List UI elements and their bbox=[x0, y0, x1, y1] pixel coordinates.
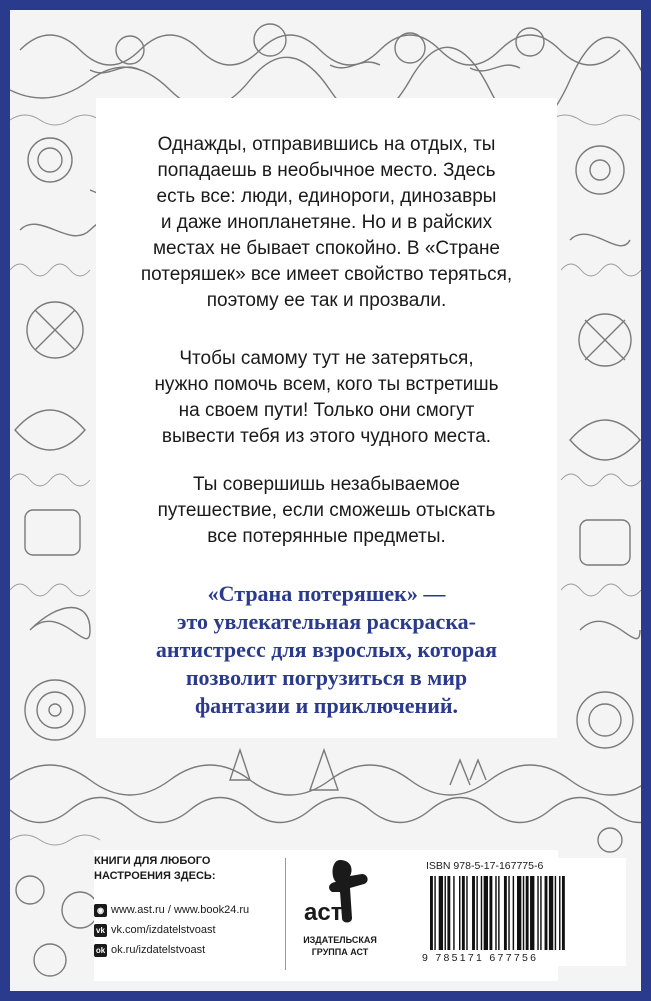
globe-icon: ◉ bbox=[94, 904, 107, 917]
barcode-bar bbox=[559, 876, 560, 950]
publisher-name-line: ГРУППА АСТ bbox=[311, 947, 369, 957]
link-text: www.ast.ru / www.book24.ru bbox=[111, 904, 250, 916]
description-paragraph-3 bbox=[96, 472, 557, 550]
divider bbox=[285, 858, 286, 970]
description-paragraph-2 bbox=[96, 346, 557, 450]
barcode-bar bbox=[447, 876, 450, 950]
ast-logo-text: aст bbox=[304, 899, 343, 926]
barcode-bar bbox=[537, 876, 538, 950]
promo-title-line: КНИГИ ДЛЯ ЛЮБОГО bbox=[94, 855, 211, 867]
paragraph-line: на своем пути! Только они смогут bbox=[178, 400, 475, 421]
link-websites[interactable] bbox=[94, 900, 249, 920]
paragraph-line: потеряшек» все имеет свойство теряться, bbox=[140, 264, 513, 285]
barcode-bar bbox=[434, 876, 435, 950]
barcode-bar bbox=[476, 876, 477, 950]
barcode-bar bbox=[453, 876, 454, 950]
paragraph-line: путешествие, если сможешь отыскать bbox=[157, 500, 496, 521]
promo-links bbox=[94, 900, 249, 960]
blurb-line: это увлекательная раскраска- bbox=[177, 609, 476, 634]
paragraph-line: Ты совершишь незабываемое bbox=[193, 474, 460, 495]
paragraph-line: и даже инопланетяне. Но и в райских bbox=[160, 212, 493, 233]
barcode-bar bbox=[472, 876, 475, 950]
barcode-bar bbox=[513, 876, 514, 950]
paragraph-line: местах не бывает спокойно. В «Стране bbox=[152, 238, 501, 259]
promo-title bbox=[94, 854, 215, 884]
barcode-bar bbox=[462, 876, 465, 950]
link-text: ok.ru/izdatelstvoast bbox=[111, 944, 206, 956]
description-panel bbox=[96, 98, 557, 738]
barcode-bar bbox=[545, 876, 548, 950]
ok-icon: ok bbox=[95, 945, 106, 955]
barcode-bar bbox=[445, 876, 446, 950]
barcode-bar bbox=[459, 876, 460, 950]
paragraph-line: Однажды, отправившись на отдых, ты bbox=[157, 134, 496, 155]
paragraph-line: нужно помочь всем, кого ты встретишь bbox=[154, 374, 499, 395]
barcode bbox=[422, 876, 622, 952]
barcode-bar bbox=[530, 876, 534, 950]
blurb-line: позволит погрузиться в мир bbox=[185, 665, 468, 690]
barcode-digits: 9 785171 677756 bbox=[422, 952, 539, 964]
promo-title-line: НАСТРОЕНИЯ ЗДЕСЬ: bbox=[94, 870, 216, 882]
paragraph-line: Чтобы самому тут не затеряться, bbox=[179, 348, 474, 369]
promo-blurb bbox=[96, 580, 557, 720]
isbn-block bbox=[418, 858, 626, 966]
barcode-bar bbox=[549, 876, 553, 950]
barcode-bar bbox=[562, 876, 565, 950]
barcode-bar bbox=[540, 876, 541, 950]
barcode-bar bbox=[466, 876, 467, 950]
barcode-bar bbox=[504, 876, 507, 950]
barcode-bar bbox=[495, 876, 496, 950]
barcode-bar bbox=[481, 876, 482, 950]
barcode-bar bbox=[517, 876, 521, 950]
blurb-line: «Страна потеряшек» — bbox=[207, 581, 446, 606]
paragraph-line: попадаешь в необычное место. Здесь bbox=[157, 160, 496, 181]
barcode-bar bbox=[498, 876, 499, 950]
paragraph-line: вывести тебя из этого чудного места. bbox=[161, 426, 492, 447]
blurb-line: антистресс для взрослых, которая bbox=[155, 637, 498, 662]
ast-logo bbox=[290, 854, 390, 932]
vk-icon: vk bbox=[94, 924, 107, 937]
link-text: vk.com/izdatelstvoast bbox=[111, 924, 216, 936]
barcode-bar bbox=[555, 876, 556, 950]
link-ok[interactable] bbox=[94, 940, 249, 960]
barcode-bar bbox=[439, 876, 443, 950]
barcode-bar bbox=[526, 876, 529, 950]
description-paragraph-1 bbox=[96, 132, 557, 314]
paragraph-line: есть все: люди, единороги, динозавры bbox=[156, 186, 497, 207]
publisher-logo-block bbox=[290, 854, 390, 974]
barcode-bar bbox=[489, 876, 492, 950]
publisher-name-line: ИЗДАТЕЛЬСКАЯ bbox=[303, 935, 377, 945]
publisher-name bbox=[290, 934, 390, 958]
paragraph-line: все потерянные предметы. bbox=[207, 526, 446, 547]
barcode-bar bbox=[430, 876, 433, 950]
paragraph-line: поэтому ее так и прозвали. bbox=[206, 290, 447, 311]
barcode-bar bbox=[508, 876, 509, 950]
barcode-bar bbox=[523, 876, 524, 950]
isbn-label: ISBN 978-5-17-167775-6 bbox=[426, 860, 544, 872]
link-vk[interactable] bbox=[94, 920, 249, 940]
barcode-bar bbox=[484, 876, 488, 950]
blurb-line: фантазии и приключений. bbox=[194, 693, 459, 718]
